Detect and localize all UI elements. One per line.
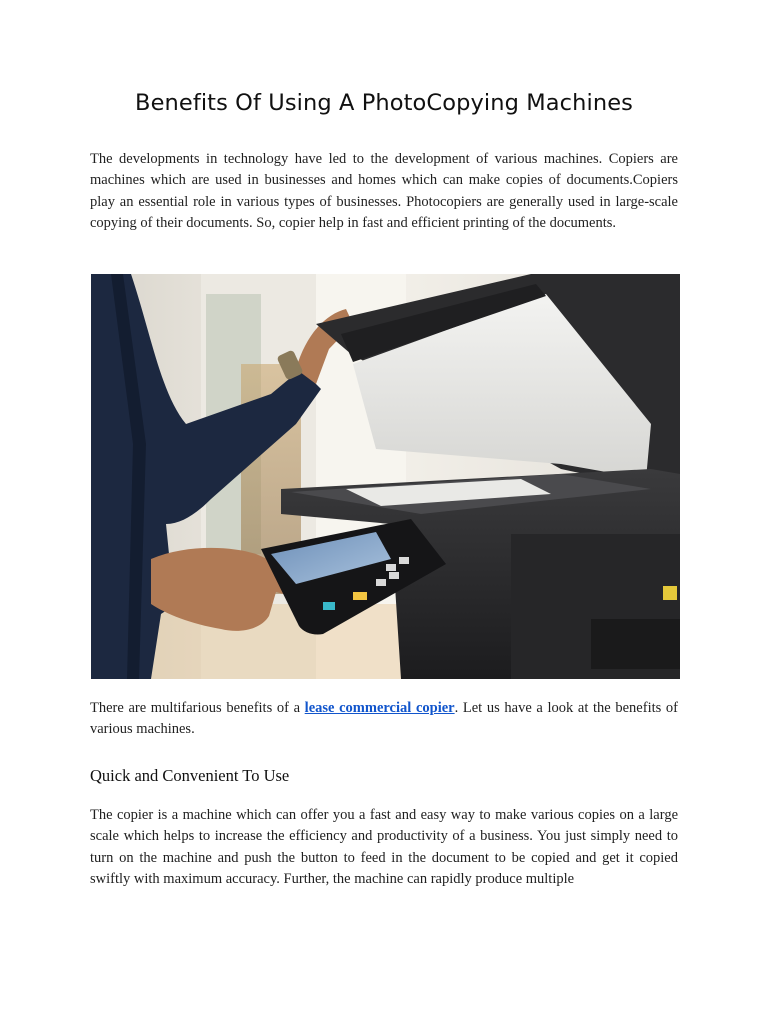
section-paragraph: The copier is a machine which can offer you a fast and easy way to make various copies on a large scale which helps to increase the efficiency and productivity of a business. You just simply need to turn on the machine and push the button to feed in the document to be copied and get it copied swiftly with maximum accuracy. Further, the machine can rapidly produce multiple	[90, 807, 678, 887]
intro-paragraph: The developments in technology have led to the development of various machines. Copiers are machines which are used in businesses and homes which can make copies of documents.Copiers play an essential role in various types of businesses. Photocopiers are generally used in large-scale copying of their documents. So, copier help in fast and efficient printing of the documents.	[90, 151, 678, 231]
page-title: Benefits Of Using A PhotoCopying Machines	[135, 90, 633, 116]
benefits-intro-paragraph	[90, 698, 678, 741]
section-heading: Quick and Convenient To Use	[90, 766, 290, 785]
lease-commercial-copier-link[interactable]: lease commercial copier	[304, 700, 455, 716]
benefits-intro-after-link: . Let us have a look at the benefits of various machines.	[90, 700, 678, 738]
benefits-intro-before-link: There are multifarious benefits of a	[90, 700, 305, 716]
photocopier-photo	[91, 274, 680, 679]
